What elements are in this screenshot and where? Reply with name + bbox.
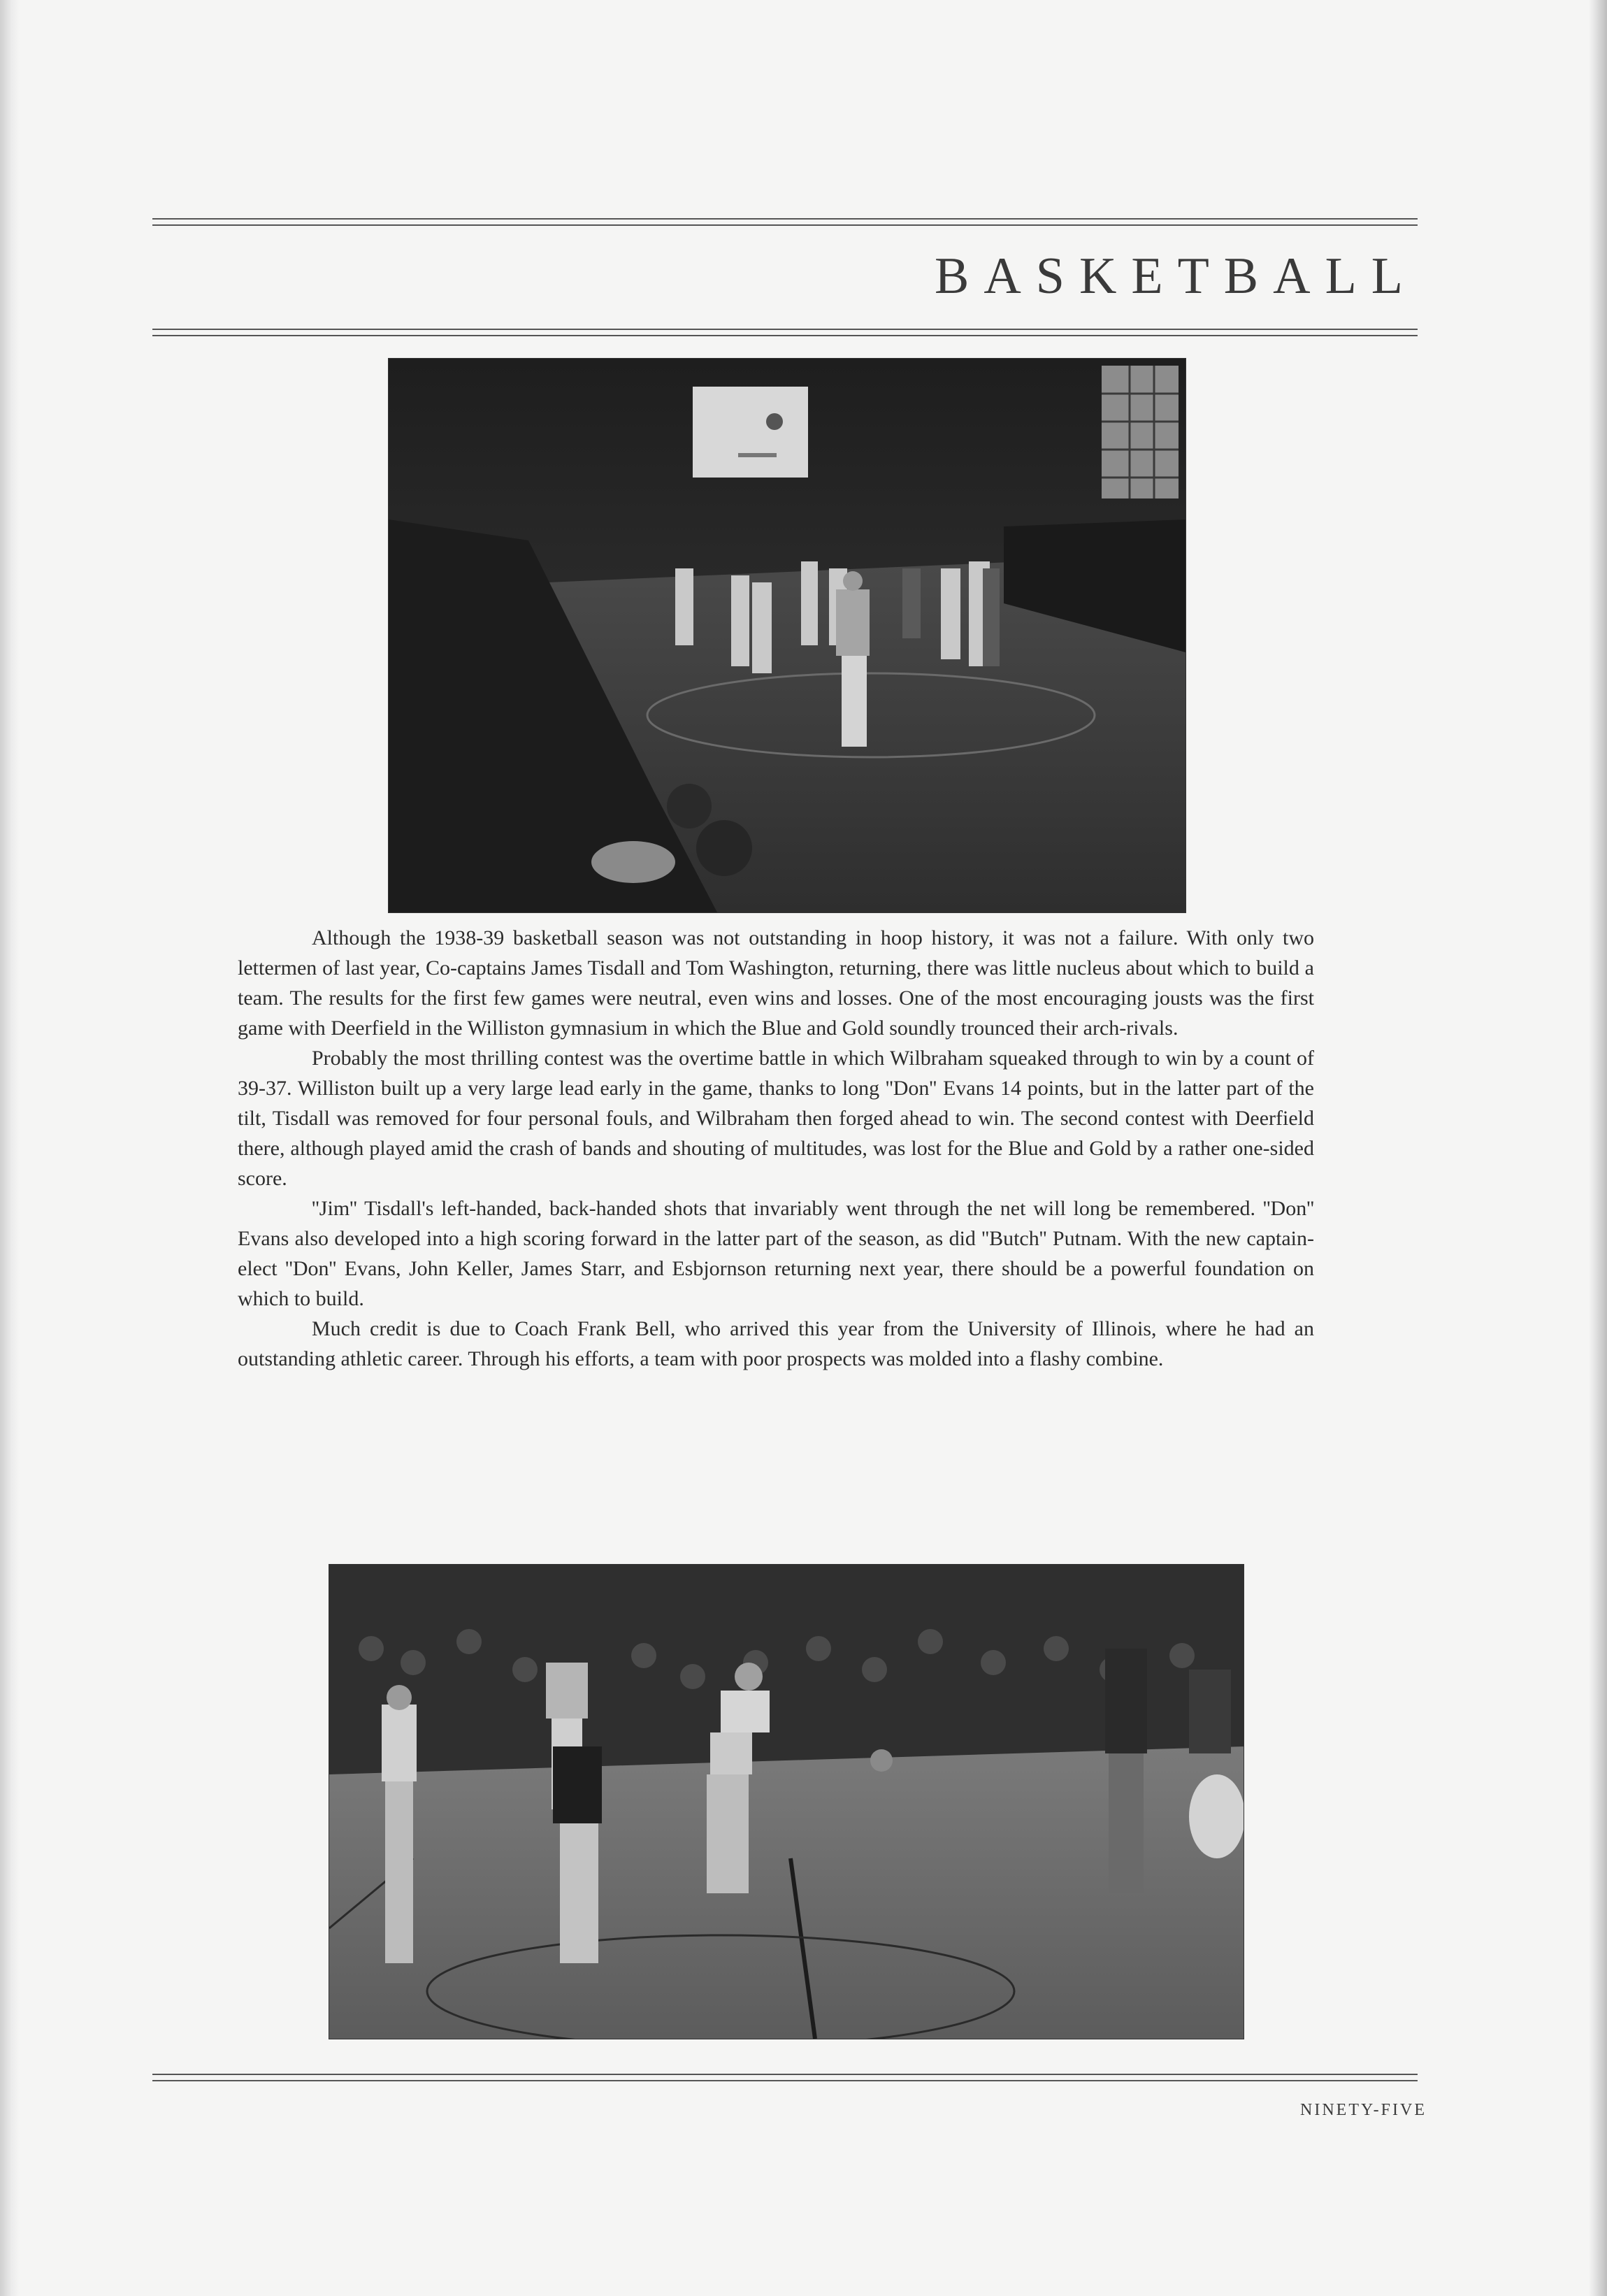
photo-gym-free-throw-image [389, 359, 1186, 912]
article-paragraph: Probably the most thrilling contest was the overtime battle in which Wilbraham squeaked through to win by a count of 39-37. Williston built up a very large lead early in the game, thanks to long ''Don'' Evans 14 points, but in the latter part of the tilt, Tisdall was removed for four personal fouls, and Wilbraham then forged ahead to win. The second contest with Deerfield there, although played amid the crash of bands and shouting of multitudes, was lost for the Blue and Gold by a rather one-sided score. [238, 1047, 1314, 1190]
photo-game-action-image [329, 1565, 1244, 2039]
header-rule-top [152, 218, 1418, 226]
footer-rule [152, 2074, 1418, 2081]
photo-game-action [329, 1564, 1244, 2039]
page-number: NINETY-FIVE [1300, 2101, 1427, 2119]
page-binding-edge [0, 0, 20, 2296]
page-right-edge [1589, 0, 1607, 2296]
header-rule-bottom [152, 329, 1418, 336]
article-body [238, 923, 1314, 1374]
section-title: BASKETBALL [935, 247, 1418, 305]
article-paragraph: Although the 1938-39 basketball season was not outstanding in hoop history, it was not a failure. With only two lettermen of last year, Co-captains James Tisdall and Tom Washington, returning, there was little nucleus about which to build a team. The results for the first few games were neutral, even wins and losses. One of the most encouraging jousts was the first game with Deerfield in the Williston gymnasium in which the Blue and Gold soundly trounced their arch-rivals. [238, 926, 1314, 1040]
photo-gym-free-throw [388, 358, 1186, 913]
article-paragraph: ''Jim'' Tisdall's left-handed, back-handed shots that invariably went through the net will long be remembered. ''Don'' Evans also developed into a high scoring forward in the latter part of the season, as did ''Butch'' Putnam. With the new captain-elect ''Don'' Evans, John Keller, James Starr, and Esbjornson returning next year, there should be a powerful foundation on which to build. [238, 1197, 1314, 1310]
article-paragraph: Much credit is due to Coach Frank Bell, who arrived this year from the University of Illinois, where he had an outstanding athletic career. Through his efforts, a team with poor prospects was molded into a flashy combine. [238, 1317, 1314, 1370]
